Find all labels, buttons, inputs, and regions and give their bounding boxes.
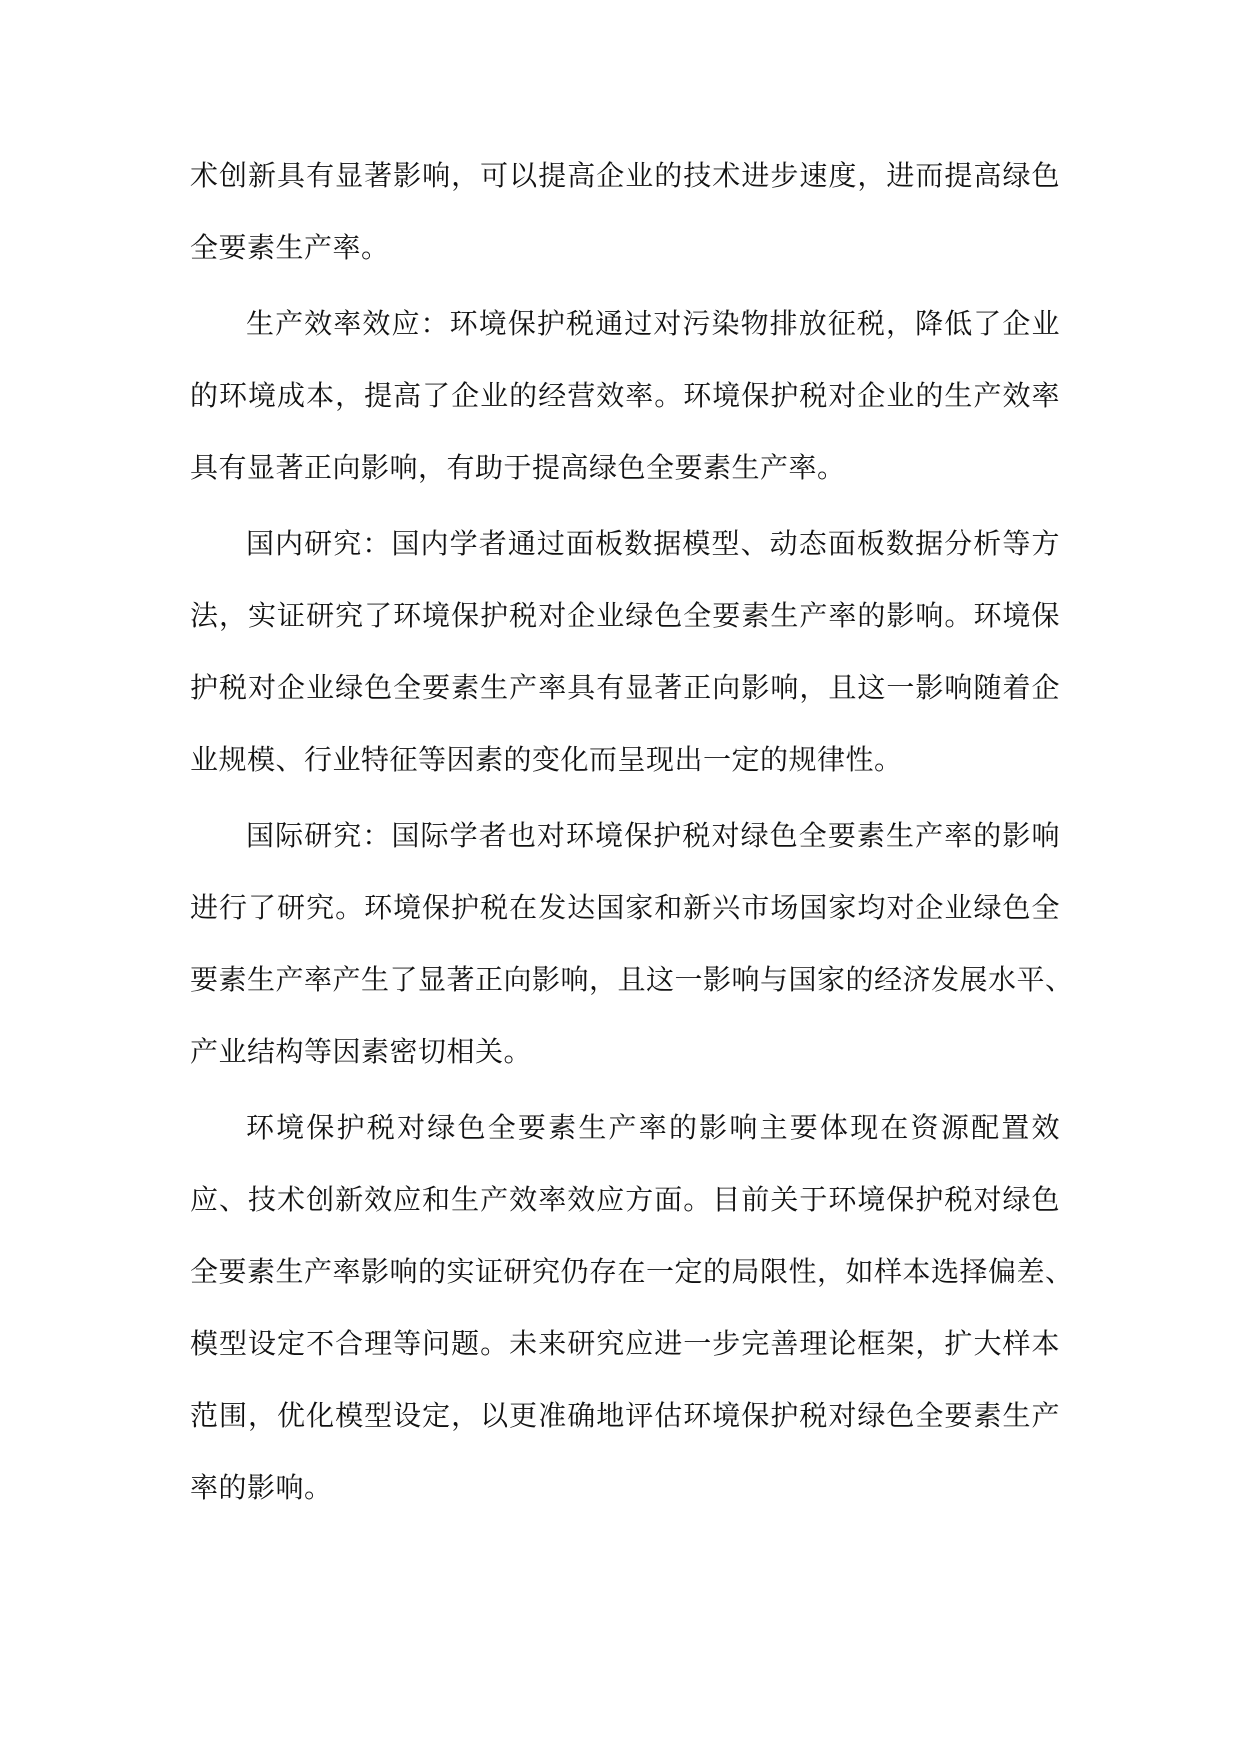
- text-line: 护税对企业绿色全要素生产率具有显著正向影响，且这一影响随着企: [190, 671, 1060, 704]
- text-line: 的环境成本，提高了企业的经营效率。环境保护税对企业的生产效率: [190, 379, 1060, 412]
- text-line: 率的影响。: [190, 1471, 333, 1504]
- paragraph: [190, 140, 1060, 284]
- text-line: 国内研究：国内学者通过面板数据模型、动态面板数据分析等方: [246, 527, 1060, 560]
- text-line: 要素生产率产生了显著正向影响，且这一影响与国家的经济发展水平、: [190, 963, 1074, 996]
- text-line: 生产效率效应：环境保护税通过对污染物排放征税，降低了企业: [246, 307, 1060, 340]
- text-line: 产业结构等因素密切相关。: [190, 1035, 533, 1068]
- text-line: 全要素生产率。: [190, 231, 390, 264]
- text-line: 法，实证研究了环境保护税对企业绿色全要素生产率的影响。环境保: [190, 599, 1060, 632]
- text-line: 国际研究：国际学者也对环境保护税对绿色全要素生产率的影响: [246, 819, 1060, 852]
- paragraph: [190, 800, 1074, 1088]
- text-line: 全要素生产率影响的实证研究仍存在一定的局限性，如样本选择偏差、: [190, 1255, 1074, 1288]
- text-line: 环境保护税对绿色全要素生产率的影响主要体现在资源配置效: [246, 1111, 1060, 1144]
- paragraph: [190, 288, 1060, 504]
- document-body: [190, 140, 1074, 1524]
- text-line: 进行了研究。环境保护税在发达国家和新兴市场国家均对企业绿色全: [190, 891, 1060, 924]
- text-line: 范围，优化模型设定，以更准确地评估环境保护税对绿色全要素生产: [190, 1399, 1060, 1432]
- text-line: 模型设定不合理等问题。未来研究应进一步完善理论框架，扩大样本: [190, 1327, 1060, 1360]
- text-line: 术创新具有显著影响，可以提高企业的技术进步速度，进而提高绿色: [190, 159, 1060, 192]
- text-line: 业规模、行业特征等因素的变化而呈现出一定的规律性。: [190, 743, 903, 776]
- paragraph: [190, 1092, 1074, 1524]
- paragraph: [190, 508, 1060, 796]
- text-line: 具有显著正向影响，有助于提高绿色全要素生产率。: [190, 451, 846, 484]
- text-line: 应、技术创新效应和生产效率效应方面。目前关于环境保护税对绿色: [190, 1183, 1060, 1216]
